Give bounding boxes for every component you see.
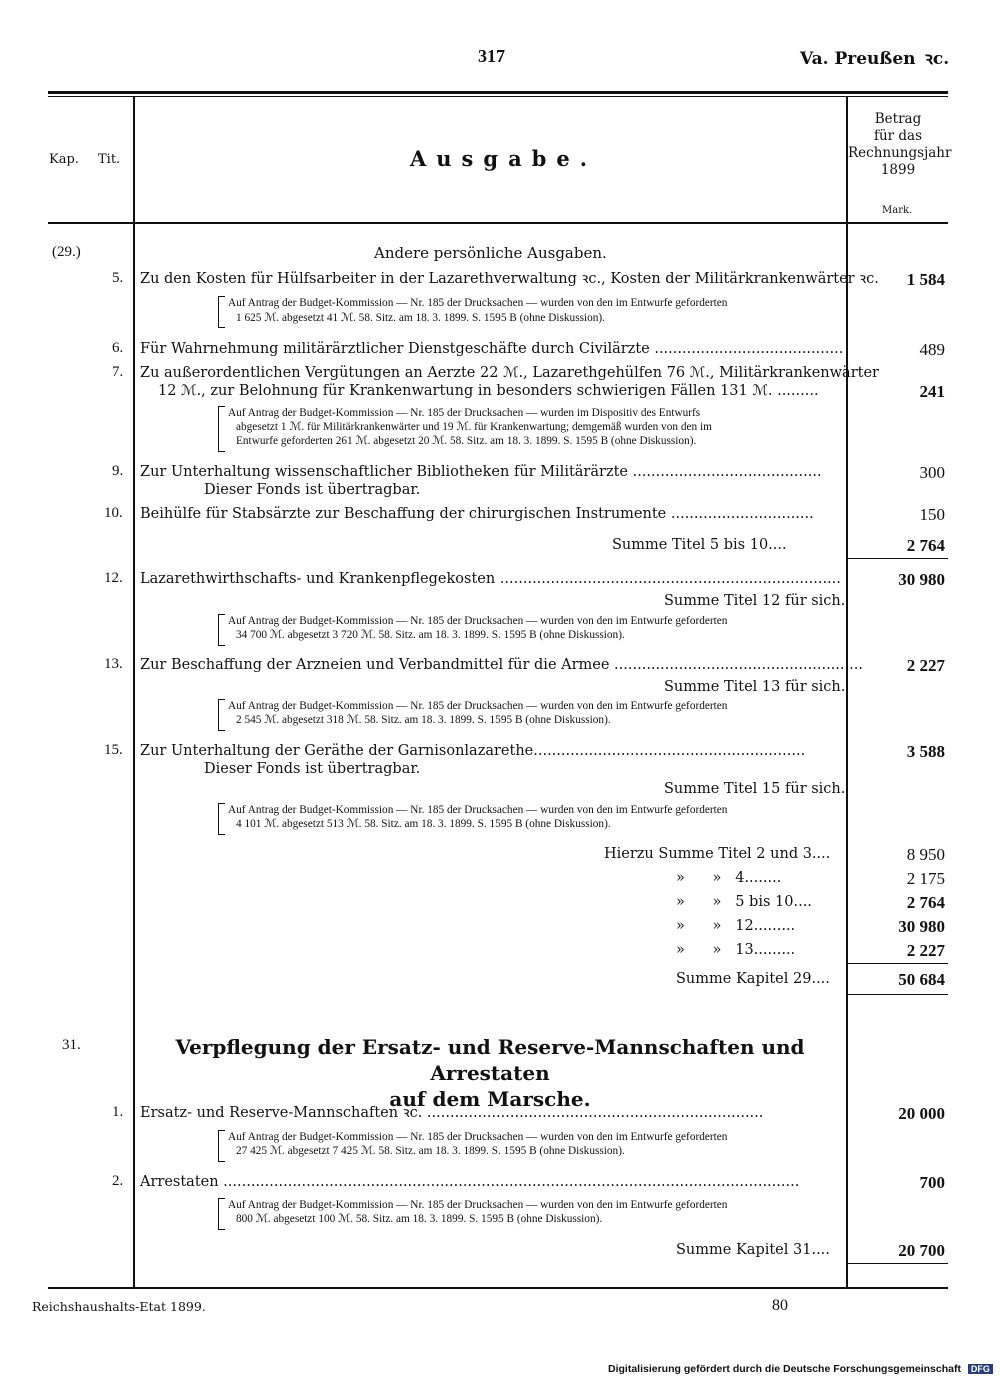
tit-10: 10. [104,505,123,521]
col-divider-left [133,96,135,1288]
hierzu-3-label: » » 5 bis 10.... [676,894,812,910]
note-bracket [218,803,225,835]
tit-9: 9. [112,463,124,479]
tit-13-text: Zur Beschaffung der Arzneien und Verbandmittel für die Armee ...................................................... [140,657,863,673]
kap-31-title-line-2: auf dem Marsche. [389,1087,591,1111]
tit-7-text-2: 12 ℳ., zur Belohnung für Krankenwartung in besonders schwierigen Fällen 131 ℳ. ......... [158,383,819,399]
hierzu-5-label: » » 13......... [676,942,796,958]
sum-5-10-amount: 2 764 [906,536,945,555]
sum-kap-29-amount: 50 684 [898,970,945,989]
hierzu-5-amount: 2 227 [906,941,945,960]
unit-mark: Mark. [882,205,913,216]
tit-6: 6. [112,340,124,356]
hierzu-1-amount: 8 950 [906,845,945,864]
sum-15-label: Summe Titel 15 für sich. [664,781,846,797]
tit-12: 12. [104,570,123,586]
sum-5-10-label: Summe Titel 5 bis 10.... [612,537,787,553]
tit-5: 5. [112,270,124,286]
tit-12-amount: 30 980 [898,570,945,589]
sum-13-label: Summe Titel 13 für sich. [664,679,846,695]
tit-12-note-1: Auf Antrag der Budget-Kommission — Nr. 185 der Drucksachen — wurden von den im Entwurfe geforderten [228,615,728,627]
tit-15-text-1: Zur Unterhaltung der Geräthe der Garnisonlazarethe........................................................... [140,743,806,759]
tit-13-note-2: 2 545 ℳ. abgesetzt 318 ℳ. 58. Sitz. am 18. 3. 1899. S. 1595 B (ohne Diskussion). [236,714,611,726]
tit-15-amount: 3 588 [906,742,945,761]
tit-15-note-2: 4 101 ℳ. abgesetzt 513 ℳ. 58. Sitz. am 18. 3. 1899. S. 1595 B (ohne Diskussion). [236,818,611,830]
hierzu-2-amount: 2 175 [906,869,945,888]
ausgabe-title: Ausgabe. [410,146,598,171]
tit-header: Tit. [98,152,121,167]
hierzu-2-label: » » 4........ [676,870,782,886]
sum-rule [848,994,948,995]
betrag-header: Betrag für das Rechnungsjahr 1899 [848,111,952,178]
kap-31: 31. [62,1037,81,1053]
hierzu-1-label: Hierzu Summe Titel 2 und 3.... [604,846,831,862]
kap-31-title-line-1: Verpflegung der Ersatz- und Reserve-Mannschaften und Arrestaten [175,1035,805,1085]
tit-9-text-2: Dieser Fonds ist übertragbar. [204,482,421,498]
tit-5-note-1: Auf Antrag der Budget-Kommission — Nr. 185 der Drucksachen — wurden von den im Entwurfe geforderten [228,297,728,309]
tit-5-note-2: 1 625 ℳ. abgesetzt 41 ℳ. 58. Sitz. am 18. 3. 1899. S. 1595 B (ohne Diskussion). [236,312,606,324]
digitization-credit [608,1363,993,1375]
top-rule [48,91,948,94]
footer-source: Reichshaushalts-Etat 1899. [32,1299,206,1314]
tit-15-note-1: Auf Antrag der Budget-Kommission — Nr. 185 der Drucksachen — wurden von den im Entwurfe geforderten [228,804,728,816]
tit-12-note-2: 34 700 ℳ. abgesetzt 3 720 ℳ. 58. Sitz. am 18. 3. 1899. S. 1595 B (ohne Diskussion). [236,629,625,641]
kap-31-tit-2-text: Arrestaten ............................................................................................................................. [140,1174,800,1190]
section-header: Va. Preußen ꝛc. [800,49,950,69]
tit-6-amount: 489 [919,340,945,359]
note-bracket [218,296,225,328]
sum-rule [848,558,948,559]
note-bracket [218,1130,225,1162]
hierzu-3-amount: 2 764 [906,893,945,912]
page-number: 317 [478,46,505,66]
kap-31-tit-1-note-1: Auf Antrag der Budget-Kommission — Nr. 185 der Drucksachen — wurden von den im Entwurfe geforderten [228,1131,728,1143]
tit-12-text: Lazarethwirthschafts- und Krankenpflegekosten .......................................................................... [140,571,841,587]
tit-10-amount: 150 [919,505,945,524]
hierzu-4-label: » » 12......... [676,918,796,934]
tit-5-amount: 1 584 [906,270,945,289]
kap-31-tit-1-note-2: 27 425 ℳ. abgesetzt 7 425 ℳ. 58. Sitz. am 18. 3. 1899. S. 1595 B (ohne Diskussion). [236,1145,625,1157]
kap-31-tit-2-amount: 700 [919,1173,945,1192]
tit-7-text-1: Zu außerordentlichen Vergütungen an Aerzte 22 ℳ., Lazarethgehülfen 76 ℳ., Militärkrankenwärter [140,365,879,381]
sum-kap-31-amount: 20 700 [898,1241,945,1260]
footer-page: 80 [772,1297,788,1314]
tit-7: 7. [112,364,124,380]
tit-7-amount: 241 [919,382,945,401]
note-bracket [218,699,225,731]
sum-12-label: Summe Titel 12 für sich. [664,593,846,609]
tit-9-text-1: Zur Unterhaltung wissenschaftlicher Bibliotheken für Militärärzte ......................................... [140,464,822,480]
tit-7-note-2: abgesetzt 1 ℳ. für Militärkrankenwärter und 19 ℳ. für Krankenwartung; demgemäß wurden von den im [236,421,712,433]
note-bracket [218,406,225,452]
tit-6-text: Für Wahrnehmung militärärztlicher Dienstgeschäfte durch Civilärzte ......................................... [140,341,844,357]
bottom-rule [48,1287,948,1289]
tit-13-note-1: Auf Antrag der Budget-Kommission — Nr. 185 der Drucksachen — wurden von den im Entwurfe geforderten [228,700,728,712]
note-bracket [218,1198,225,1230]
kap-31-title [140,1034,840,1112]
dfg-logo: DFG [968,1364,993,1374]
tit-7-note-1: Auf Antrag der Budget-Kommission — Nr. 185 der Drucksachen — wurden im Dispositiv des Entwurfs [228,407,701,419]
sum-rule [848,963,948,964]
tit-10-text: Beihülfe für Stabsärzte zur Beschaffung der chirurgischen Instrumente ............................... [140,506,814,522]
top-rule-thin [48,96,948,97]
kap-31-tit-2-note-2: 800 ℳ. abgesetzt 100 ℳ. 58. Sitz. am 18. 3. 1899. S. 1595 B (ohne Diskussion). [236,1213,603,1225]
sum-kap-29-label: Summe Kapitel 29.... [676,971,830,987]
sum-kap-31-label: Summe Kapitel 31.... [676,1242,830,1258]
tit-15-text-2: Dieser Fonds ist übertragbar. [204,761,421,777]
tit-7-note-3: Entwurfe geforderten 261 ℳ. abgesetzt 20 ℳ. 58. Sitz. am 18. 3. 1899. S. 1595 B (ohne Diskussion). [236,435,697,447]
kap-31-tit-1-text: Ersatz- und Reserve-Mannschaften ꝛc. ......................................................................... [140,1105,764,1121]
tit-13: 13. [104,656,123,672]
tit-9-amount: 300 [919,463,945,482]
kap-31-tit-2-note-1: Auf Antrag der Budget-Kommission — Nr. 185 der Drucksachen — wurden von den im Entwurfe geforderten [228,1199,728,1211]
kap-31-tit-2: 2. [112,1173,124,1189]
tit-13-amount: 2 227 [906,656,945,675]
kap-31-tit-1-amount: 20 000 [898,1104,945,1123]
hierzu-4-amount: 30 980 [898,917,945,936]
kap-31-tit-1: 1. [112,1104,124,1120]
kap-29-title: Andere persönliche Ausgaben. [374,244,607,262]
sum-rule [848,1263,948,1264]
header-rule [48,222,948,224]
kap-29: (29.) [52,244,81,260]
note-bracket [218,614,225,646]
tit-5-text: Zu den Kosten für Hülfsarbeiter in der Lazarethverwaltung ꝛc., Kosten der Militärkrankenwärter ꝛc. [140,271,879,287]
digitization-credit-text: Digitalisierung gefördert durch die Deutsche Forschungsgemeinschaft [608,1363,961,1375]
tit-15: 15. [104,742,123,758]
kap-header: Kap. [49,152,79,167]
